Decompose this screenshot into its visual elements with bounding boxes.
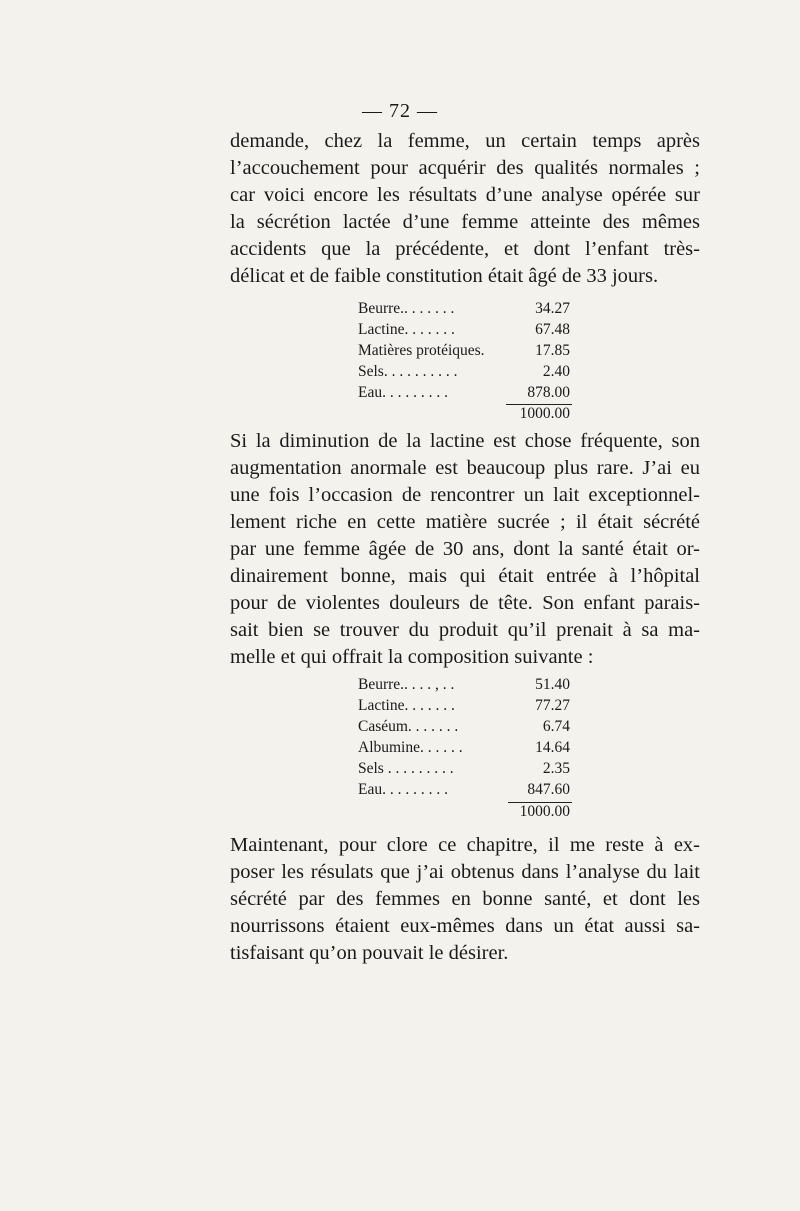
row-label: Sels. . . . . . . . . . [358,363,458,380]
row-label: Sels . . . . . . . . . [358,760,454,777]
text-line: une fois l’occasion de rencontrer un lait exceptionnel- [230,484,700,506]
text-line: demande, chez la femme, un certain temps après [230,130,700,152]
row-value: 2.40 [542,363,570,380]
table-row [358,781,570,803]
paragraph-3 [230,832,700,967]
text-line: nourrissons étaient eux-mêmes dans un état aussi sa- [230,915,700,937]
composition-table-2 [358,676,570,826]
row-label: Lactine. . . . . . . [358,697,455,714]
text-line: par une femme âgée de 30 ans, dont la santé était or- [230,538,700,560]
paragraph-1 [230,128,700,290]
table-row [358,363,570,385]
text-line: la sécrétion lactée d’une femme atteinte des mêmes [230,211,700,233]
row-label: Eau. . . . . . . . . [358,384,448,401]
paragraph-2 [230,428,700,671]
table-row [358,739,570,761]
text-line: accidents que la précédente, et dont l’enfant très- [230,238,700,260]
row-value: 14.64 [535,739,570,756]
text-line: tisfaisant qu’on pouvait le désirer. [230,942,509,964]
text-line: poser les résulats que j’ai obtenus dans l’analyse du lait [230,861,700,883]
row-value: 51.40 [535,676,570,693]
row-value: 6.74 [542,718,570,735]
table-row [358,718,570,740]
table-row [358,384,570,406]
row-label: Eau. . . . . . . . . [358,781,448,798]
table-total-row [358,803,570,825]
total-value: 1000.00 [519,405,570,422]
text-line: délicat et de faible constitution était âgé de 33 jours. [230,265,659,287]
row-value: 847.60 [527,781,570,798]
text-line: pour de violentes douleurs de tête. Son enfant parais- [230,592,700,614]
text-line: lement riche en cette matière sucrée ; il était sécrété [230,511,700,533]
table-total-row [358,405,570,427]
text-line: dinairement bonne, mais qui était entrée à l’hôpital [230,565,700,587]
text-line: car voici encore les résultats d’une analyse opérée sur [230,184,700,206]
row-value: 17.85 [535,342,570,359]
composition-table-1 [358,300,570,430]
row-label: Albumine. . . . . . [358,739,463,756]
row-label: Beurre.. . . . , . . [358,676,455,693]
text-line: Si la diminution de la lactine est chose fréquente, son [230,430,700,452]
text-line: sécrété par des femmes en bonne santé, et dont les [230,888,700,910]
total-value: 1000.00 [519,803,570,820]
text-line: sait bien se trouver du produit qu’il prenait à sa ma- [230,619,700,641]
text-line: l’accouchement pour acquérir des qualités normales ; [230,157,700,179]
row-value: 67.48 [535,321,570,338]
table-row [358,760,570,782]
text-line: Maintenant, pour clore ce chapitre, il me reste à ex- [230,834,700,856]
page-number: — 72 — [362,100,438,122]
text-line: melle et qui offrait la composition suivante : [230,646,594,668]
table-row [358,697,570,719]
table-row [358,300,570,322]
row-label: Beurre.. . . . . . . [358,300,455,317]
row-label: Matières protéiques. [358,342,485,359]
row-value: 2.35 [542,760,570,777]
table-row [358,321,570,343]
table-row [358,676,570,698]
row-value: 77.27 [535,697,570,714]
row-value: 878.00 [527,384,570,401]
text-line: augmentation anormale est beaucoup plus rare. J’ai eu [230,457,700,479]
row-label: Caséum. . . . . . . [358,718,459,735]
row-label: Lactine. . . . . . . [358,321,455,338]
row-value: 34.27 [535,300,570,317]
table-row [358,342,570,364]
